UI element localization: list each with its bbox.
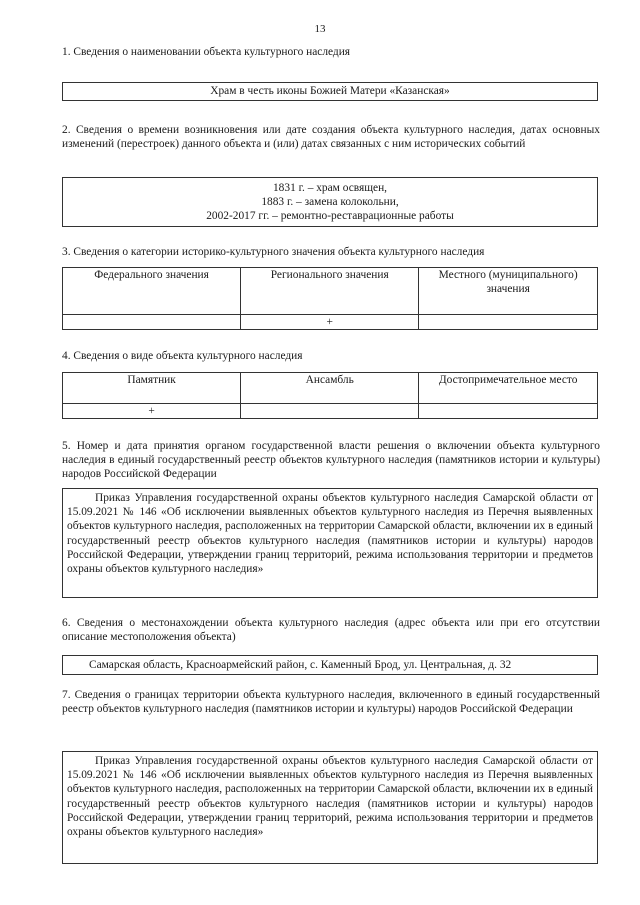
type-landmark-mark (419, 404, 598, 419)
category-local-mark (419, 315, 598, 330)
type-ensemble: Ансамбль (241, 373, 419, 404)
date-line-1: 1831 г. – храм освящен, (272, 182, 388, 194)
type-table (62, 372, 598, 419)
section-6-heading: 6. Сведения о местонахождении объекта культурного наследия (адрес объекта или при его отсутствии описание местоположения объекта) (62, 617, 600, 644)
category-regional: Регионального значения (241, 268, 419, 315)
date-line-3: 2002-2017 гг. – ремонтно-реставрационные работы (206, 210, 454, 223)
category-federal: Федерального значения (63, 268, 241, 315)
section-2-dates-box (62, 177, 598, 227)
category-federal-mark (63, 315, 241, 330)
section-4-heading: 4. Сведения о виде объекта культурного наследия (62, 350, 303, 362)
section-2-heading: 2. Сведения о времени возникновения или дате создания объекта культурного наследия, датах основных изменений (перестроек) данного объекта и (или) датах связанных с ним исторических событий (62, 124, 600, 151)
category-table (62, 267, 598, 330)
section-5-value: Приказ Управления государственной охраны объектов культурного наследия Самарской области от 15.09.2021 № 146 «Об исключении выявленных объектов культурного наследия из Перечня выявленных объектов культурного наследия, расположенных на территории Самарской области, включении их в единый государственный реестр объектов культурного наследия (памятников истории и культуры) народов Российской Федерации, утверждении границ территорий, режима использования территории и предметов охраны объектов культурного наследия» (62, 488, 598, 598)
section-5-heading: 5. Номер и дата принятия органом государственной власти решения о включении объекта культурного наследия в единый государственный реестр объектов культурного наследия (памятников истории и культуры) народов Российской Федерации (62, 440, 600, 481)
page-number: 13 (314, 23, 326, 35)
category-local: Местного (муниципального) значения (419, 268, 598, 315)
section-1-heading: 1. Сведения о наименовании объекта культурного наследия (62, 46, 351, 58)
section-7-value: Приказ Управления государственной охраны объектов культурного наследия Самарской области от 15.09.2021 № 146 «Об исключении выявленных объектов культурного наследия из Перечня выявленных объектов культурного наследия, расположенных на территории Самарской области, включении их в единый государственный реестр объектов культурного наследия (памятников истории и культуры) народов Российской Федерации, утверждении границ территорий, режима использования территории и предметов охраны объектов культурного наследия» (62, 751, 598, 864)
section-1-value: Храм в честь иконы Божией Матери «Казанская» (62, 82, 598, 101)
category-regional-mark: + (241, 315, 419, 330)
section-6-value: Самарская область, Красноармейский район, с. Каменный Брод, ул. Центральная, д. 32 (62, 655, 598, 675)
type-landmark: Достопримечательное место (419, 373, 598, 404)
type-ensemble-mark (241, 404, 419, 419)
section-7-heading: 7. Сведения о границах территории объекта культурного наследия, включенного в единый государственный реестр объектов культурного наследия (памятников истории и культуры) народов Российской Федерации (62, 689, 600, 716)
section-3-heading: 3. Сведения о категории историко-культурного значения объекта культурного наследия (62, 246, 485, 258)
type-monument: Памятник (63, 373, 241, 404)
type-monument-mark: + (63, 404, 241, 419)
date-line-2: 1883 г. – замена колокольни, (261, 196, 399, 209)
